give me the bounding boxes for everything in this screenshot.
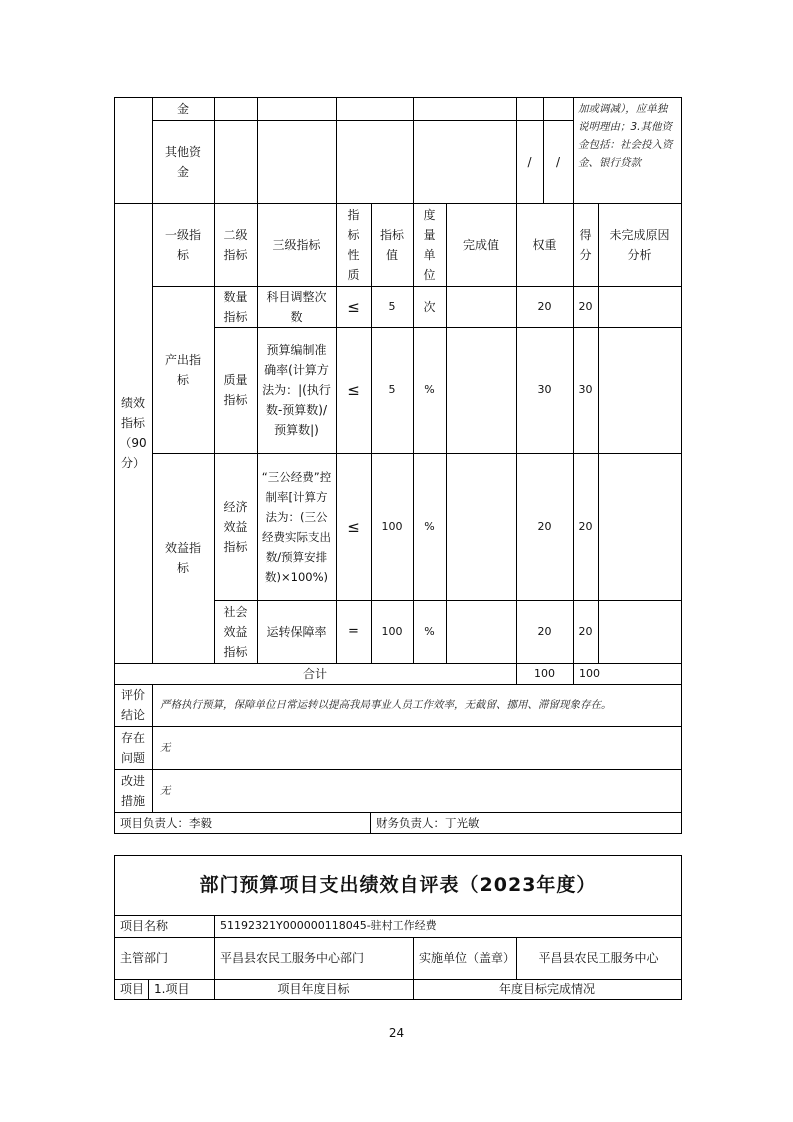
row-value: 5 xyxy=(388,383,396,396)
item-label: 项目 xyxy=(120,982,145,996)
header-level3: 三级指标 xyxy=(272,237,321,252)
row-level3: “三公经费”控制率[计算方法为：(三公经费实际支出数/预算安排数)×100%) xyxy=(261,469,332,584)
row-level2: 经济效益指标 xyxy=(223,499,248,554)
fund-row-label: 金 xyxy=(176,101,189,116)
row-value: 5 xyxy=(388,299,396,313)
row-unit: % xyxy=(424,519,435,533)
header-weight: 权重 xyxy=(532,237,557,252)
row-weight: 20 xyxy=(537,519,552,533)
project-name-label: 项目名称 xyxy=(120,919,169,933)
row-weight: 20 xyxy=(537,299,552,313)
impl-label: 实施单位（盖章） xyxy=(419,951,516,965)
measures-label: 改进措施 xyxy=(120,773,145,808)
goal-label: 项目年度目标 xyxy=(277,982,350,996)
row-level2: 数量指标 xyxy=(223,289,248,324)
row-value: 100 xyxy=(381,519,403,533)
fund-cell: / xyxy=(527,154,532,169)
row-score: 20 xyxy=(578,624,593,638)
fund-row-label: 其他资金 xyxy=(164,144,201,179)
row-unit: 次 xyxy=(423,299,436,314)
level1-output: 产出指标 xyxy=(164,352,201,387)
row-nature: ≤ xyxy=(347,517,360,536)
measures-text: 无 xyxy=(160,784,171,797)
evaluation-text: 严格执行预算，保障单位日常运转以提高我局事业人员工作效率，无截留、挪用、滞留现象存在。 xyxy=(160,699,612,711)
header-level2: 二级指标 xyxy=(223,227,248,262)
header-value: 指标值 xyxy=(380,227,405,262)
fund-note: 加或调减），应单独说明理由；3.其他资金包括：社会投入资金、银行贷款 xyxy=(578,103,673,169)
row-level2: 社会效益指标 xyxy=(223,604,248,659)
project-leader: 项目负责人：李毅 xyxy=(120,815,212,830)
row-weight: 20 xyxy=(537,624,552,638)
project-name-value: 51192321Y000000118045-驻村工作经费 xyxy=(220,919,437,932)
status-label: 年度目标完成情况 xyxy=(498,982,595,996)
row-weight: 30 xyxy=(537,383,552,396)
problems-text: 无 xyxy=(160,741,171,754)
header-nature: 指标性质 xyxy=(347,207,360,282)
evaluation-label: 评价结论 xyxy=(120,688,145,722)
level1-benefit: 效益指标 xyxy=(164,541,201,575)
row-score: 20 xyxy=(578,299,593,313)
row-score: 30 xyxy=(578,383,593,396)
header-done: 完成值 xyxy=(462,237,499,252)
page-number: 24 xyxy=(388,1026,405,1040)
row-nature: ≤ xyxy=(347,297,360,316)
row-level3: 预算编制准确率(计算方法为：|(执行数-预算数)/预算数|) xyxy=(262,343,331,437)
total-weight: 100 xyxy=(534,666,555,680)
row-score: 20 xyxy=(578,519,593,533)
row-nature: = xyxy=(348,623,359,639)
row-level2: 质量指标 xyxy=(223,373,248,407)
header-level1: 一级指标 xyxy=(164,227,201,262)
header-unit: 度量单位 xyxy=(423,207,436,282)
header-score: 得分 xyxy=(579,227,592,262)
row-nature: ≤ xyxy=(347,381,360,399)
row-value: 100 xyxy=(381,624,403,638)
total-score: 100 xyxy=(579,666,600,680)
perf-indicator-label: 绩效指标（90分） xyxy=(119,396,147,470)
problems-label: 存在问题 xyxy=(120,730,145,765)
impl-value: 平昌县农民工服务中心 xyxy=(538,951,659,965)
dept-value: 平昌县农民工服务中心部门 xyxy=(220,951,365,965)
item-sub: 1.项目 xyxy=(154,982,190,996)
form-title: 部门预算项目支出绩效自评表（2023年度） xyxy=(199,874,597,896)
row-unit: % xyxy=(424,624,435,638)
dept-label: 主管部门 xyxy=(120,951,169,965)
fund-cell: / xyxy=(555,154,561,169)
row-unit: % xyxy=(424,383,435,396)
finance-leader: 财务负责人：丁光敏 xyxy=(376,815,480,830)
row-level3: 运转保障率 xyxy=(266,624,327,639)
header-reason: 未完成原因分析 xyxy=(609,227,670,262)
row-level3: 科目调整次数 xyxy=(266,289,327,324)
total-label: 合计 xyxy=(302,666,327,681)
